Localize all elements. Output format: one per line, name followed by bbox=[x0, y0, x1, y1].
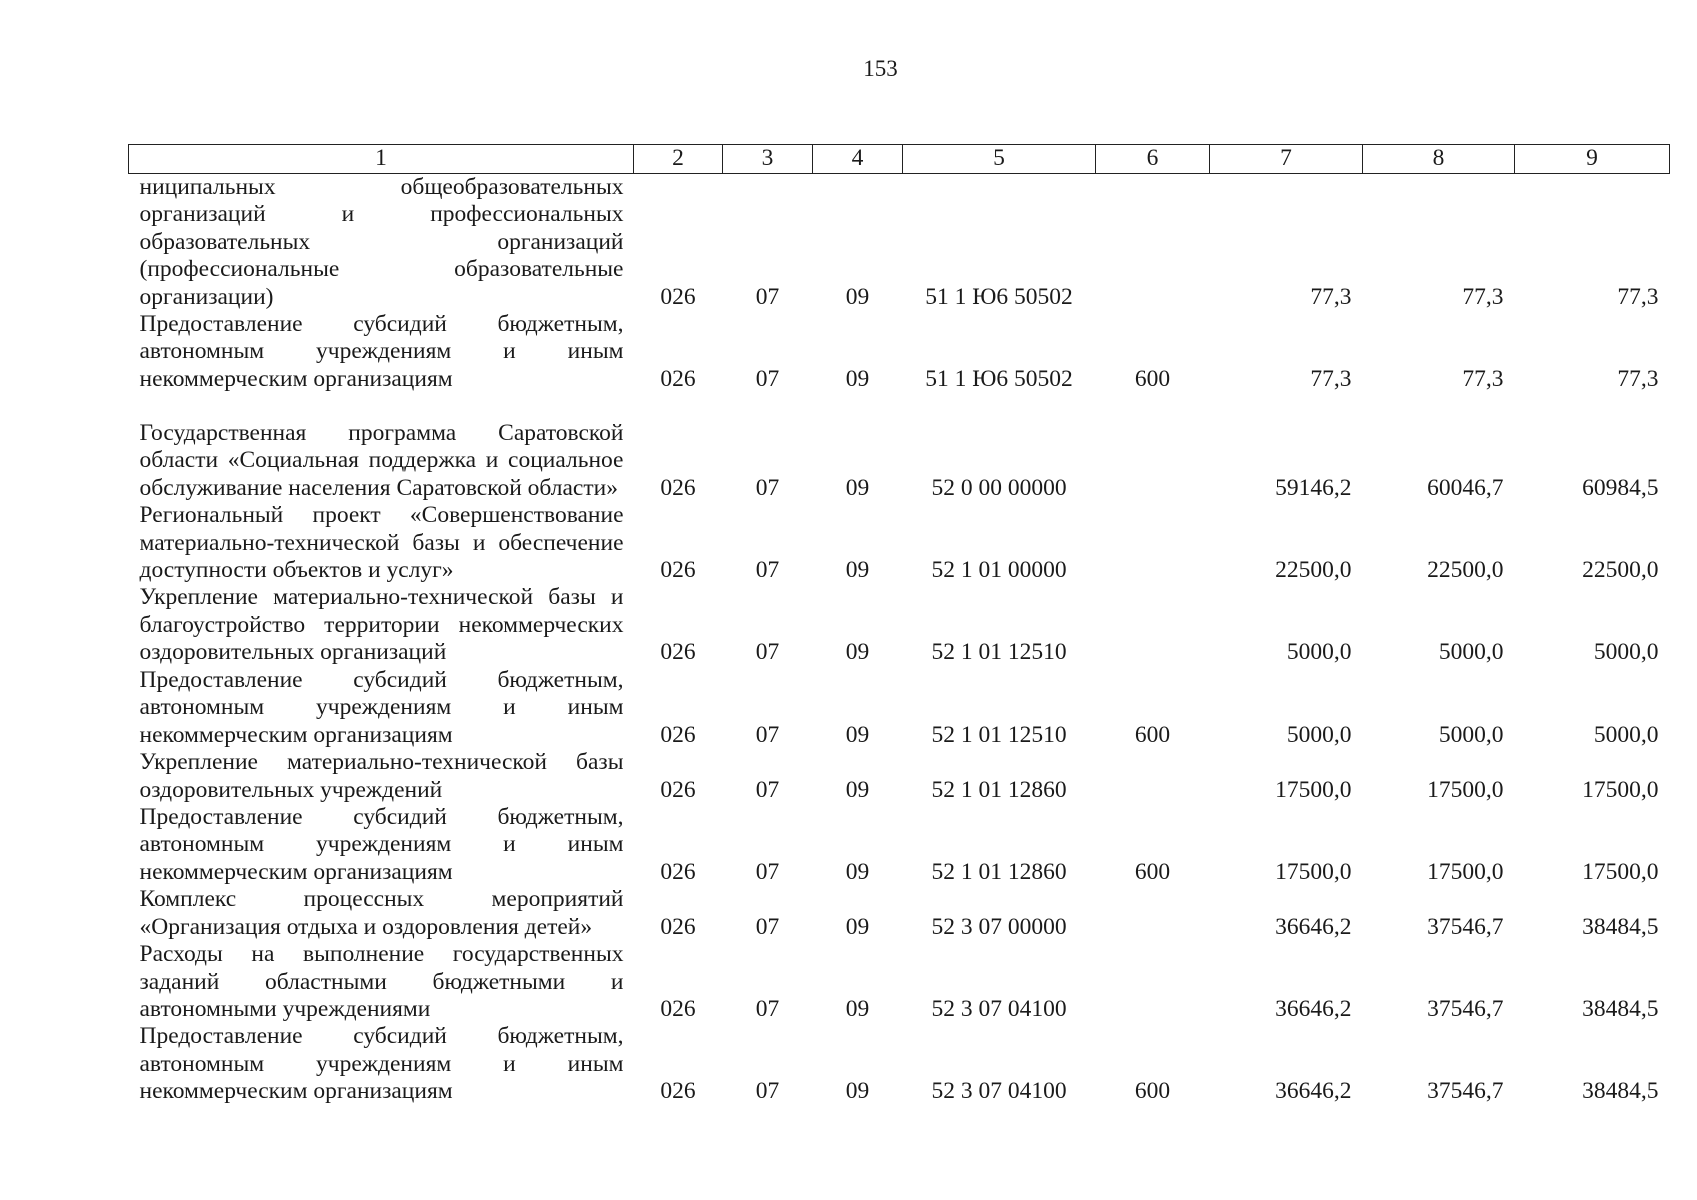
target-article-code: 52 0 00 00000 bbox=[931, 474, 1067, 501]
amount-year-1: 77,3 bbox=[1310, 283, 1352, 310]
table-row bbox=[129, 1023, 1670, 1105]
expense-type-code: 600 bbox=[1134, 858, 1171, 885]
table-row bbox=[129, 941, 1670, 1023]
row-description: Предоставление субсидий бюджетным, автономным учреждениям и иным некоммерческим организациям bbox=[139, 1023, 624, 1105]
expense-type-code bbox=[1096, 584, 1210, 666]
amount-year-3: 60984,5 bbox=[1582, 474, 1659, 501]
amount-year-2: 77,3 bbox=[1462, 365, 1504, 392]
header-col-9: 9 bbox=[1515, 145, 1670, 174]
ministry-code: 026 bbox=[660, 639, 696, 666]
subsection-code: 09 bbox=[845, 721, 870, 748]
subsection-code: 09 bbox=[845, 858, 870, 885]
subsection-code: 09 bbox=[845, 639, 870, 666]
section-code: 07 bbox=[755, 995, 780, 1022]
table-header bbox=[129, 145, 1670, 174]
target-article-code: 51 1 Ю6 50502 bbox=[925, 283, 1073, 310]
budget-table bbox=[128, 144, 1670, 1106]
subsection-code: 09 bbox=[845, 365, 870, 392]
row-description: Предоставление субсидий бюджетным, автономным учреждениям и иным некоммерческим организациям bbox=[139, 666, 624, 748]
row-description: Государственная программа Саратовской области «Социальная поддержка и социальное обслуживание населения Саратовской области» bbox=[139, 420, 624, 501]
amount-year-2: 22500,0 bbox=[1427, 557, 1504, 584]
header-col-6: 6 bbox=[1096, 145, 1210, 174]
amount-year-1: 36646,2 bbox=[1275, 1078, 1352, 1105]
ministry-code: 026 bbox=[660, 365, 696, 392]
section-code: 07 bbox=[755, 1078, 780, 1105]
section-code: 07 bbox=[755, 639, 780, 666]
target-article-code: 52 3 07 04100 bbox=[931, 995, 1067, 1022]
expense-type-code bbox=[1096, 393, 1210, 502]
row-description: Региональный проект «Совершенствование материально-технической базы и обеспечение доступности объектов и услуг» bbox=[139, 502, 624, 584]
amount-year-3: 17500,0 bbox=[1582, 776, 1659, 803]
amount-year-1: 59146,2 bbox=[1275, 474, 1352, 501]
amount-year-3: 38484,5 bbox=[1582, 913, 1659, 940]
amount-year-3: 77,3 bbox=[1617, 283, 1659, 310]
amount-year-2: 5000,0 bbox=[1438, 721, 1504, 748]
amount-year-3: 5000,0 bbox=[1593, 639, 1659, 666]
expense-type-code bbox=[1096, 886, 1210, 941]
ministry-code: 026 bbox=[660, 776, 696, 803]
amount-year-2: 37546,7 bbox=[1427, 995, 1504, 1022]
table-row bbox=[129, 311, 1670, 393]
row-description: Укрепление материально-технической базы и благоустройство территории некоммерческих оздоровительных организаций bbox=[139, 584, 624, 666]
amount-year-2: 37546,7 bbox=[1427, 1078, 1504, 1105]
section-code: 07 bbox=[755, 557, 780, 584]
subsection-code: 09 bbox=[845, 1078, 870, 1105]
target-article-code: 51 1 Ю6 50502 bbox=[925, 365, 1073, 392]
target-article-code: 52 1 01 12860 bbox=[931, 776, 1067, 803]
amount-year-1: 5000,0 bbox=[1286, 721, 1352, 748]
section-code: 07 bbox=[755, 858, 780, 885]
row-description: Укрепление материально-технической базы оздоровительных учреждений bbox=[139, 749, 624, 803]
table-row bbox=[129, 174, 1670, 312]
header-col-2: 2 bbox=[634, 145, 723, 174]
header-row bbox=[129, 145, 1670, 174]
subsection-code: 09 bbox=[845, 776, 870, 803]
amount-year-3: 17500,0 bbox=[1582, 858, 1659, 885]
amount-year-2: 17500,0 bbox=[1427, 776, 1504, 803]
subsection-code: 09 bbox=[845, 995, 870, 1022]
section-code: 07 bbox=[755, 913, 780, 940]
target-article-code: 52 1 01 00000 bbox=[931, 557, 1067, 584]
amount-year-3: 22500,0 bbox=[1582, 557, 1659, 584]
ministry-code: 026 bbox=[660, 557, 696, 584]
ministry-code: 026 bbox=[660, 283, 696, 310]
section-code: 07 bbox=[755, 365, 780, 392]
amount-year-3: 77,3 bbox=[1617, 365, 1659, 392]
amount-year-1: 5000,0 bbox=[1286, 639, 1352, 666]
table-row bbox=[129, 393, 1670, 502]
ministry-code: 026 bbox=[660, 995, 696, 1022]
ministry-code: 026 bbox=[660, 1078, 696, 1105]
target-article-code: 52 1 01 12510 bbox=[931, 721, 1067, 748]
amount-year-1: 22500,0 bbox=[1275, 557, 1352, 584]
expense-type-code bbox=[1096, 174, 1210, 312]
expense-type-code bbox=[1096, 502, 1210, 584]
section-code: 07 bbox=[755, 283, 780, 310]
ministry-code: 026 bbox=[660, 474, 696, 501]
expense-type-code bbox=[1096, 749, 1210, 804]
subsection-code: 09 bbox=[845, 557, 870, 584]
section-code: 07 bbox=[755, 721, 780, 748]
page-number: 153 bbox=[863, 56, 898, 81]
subsection-code: 09 bbox=[845, 474, 870, 501]
target-article-code: 52 3 07 00000 bbox=[931, 913, 1067, 940]
amount-year-1: 77,3 bbox=[1310, 365, 1352, 392]
amount-year-2: 5000,0 bbox=[1438, 639, 1504, 666]
amount-year-3: 38484,5 bbox=[1582, 1078, 1659, 1105]
row-description: Предоставление субсидий бюджетным, автономным учреждениям и иным некоммерческим организациям bbox=[139, 311, 624, 392]
amount-year-3: 38484,5 bbox=[1582, 995, 1659, 1022]
table-row bbox=[129, 502, 1670, 584]
ministry-code: 026 bbox=[660, 721, 696, 748]
amount-year-2: 37546,7 bbox=[1427, 913, 1504, 940]
table-row bbox=[129, 749, 1670, 804]
target-article-code: 52 3 07 04100 bbox=[931, 1078, 1067, 1105]
row-description: Комплекс процессных мероприятий «Организация отдыха и оздоровления детей» bbox=[139, 886, 624, 940]
ministry-code: 026 bbox=[660, 913, 696, 940]
header-col-7: 7 bbox=[1210, 145, 1363, 174]
table-row bbox=[129, 667, 1670, 749]
header-col-5: 5 bbox=[903, 145, 1096, 174]
amount-year-2: 77,3 bbox=[1462, 283, 1504, 310]
amount-year-2: 17500,0 bbox=[1427, 858, 1504, 885]
amount-year-2: 60046,7 bbox=[1427, 474, 1504, 501]
header-col-8: 8 bbox=[1363, 145, 1515, 174]
row-description: ниципальных общеобразовательных организаций и профессиональных образовательных организаций (профессиональные образовательные организации) bbox=[139, 174, 624, 310]
target-article-code: 52 1 01 12510 bbox=[931, 639, 1067, 666]
expense-type-code: 600 bbox=[1134, 365, 1171, 392]
section-code: 07 bbox=[755, 776, 780, 803]
header-col-4: 4 bbox=[813, 145, 903, 174]
table-row bbox=[129, 886, 1670, 941]
subsection-code: 09 bbox=[845, 283, 870, 310]
amount-year-3: 5000,0 bbox=[1593, 721, 1659, 748]
amount-year-1: 17500,0 bbox=[1275, 858, 1352, 885]
subsection-code: 09 bbox=[845, 913, 870, 940]
target-article-code: 52 1 01 12860 bbox=[931, 858, 1067, 885]
amount-year-1: 36646,2 bbox=[1275, 995, 1352, 1022]
table-row bbox=[129, 804, 1670, 886]
header-col-3: 3 bbox=[723, 145, 813, 174]
amount-year-1: 36646,2 bbox=[1275, 913, 1352, 940]
expense-type-code: 600 bbox=[1134, 1078, 1171, 1105]
amount-year-1: 17500,0 bbox=[1275, 776, 1352, 803]
section-code: 07 bbox=[755, 474, 780, 501]
row-description: Предоставление субсидий бюджетным, автономным учреждениям и иным некоммерческим организациям bbox=[139, 803, 624, 885]
row-description: Расходы на выполнение государственных заданий областными бюджетными и автономными учреждениями bbox=[139, 941, 624, 1022]
expense-type-code: 600 bbox=[1134, 721, 1171, 748]
table-row bbox=[129, 584, 1670, 666]
expense-type-code bbox=[1096, 941, 1210, 1023]
header-col-1: 1 bbox=[129, 145, 634, 174]
table-body bbox=[129, 174, 1670, 1106]
ministry-code: 026 bbox=[660, 858, 696, 885]
